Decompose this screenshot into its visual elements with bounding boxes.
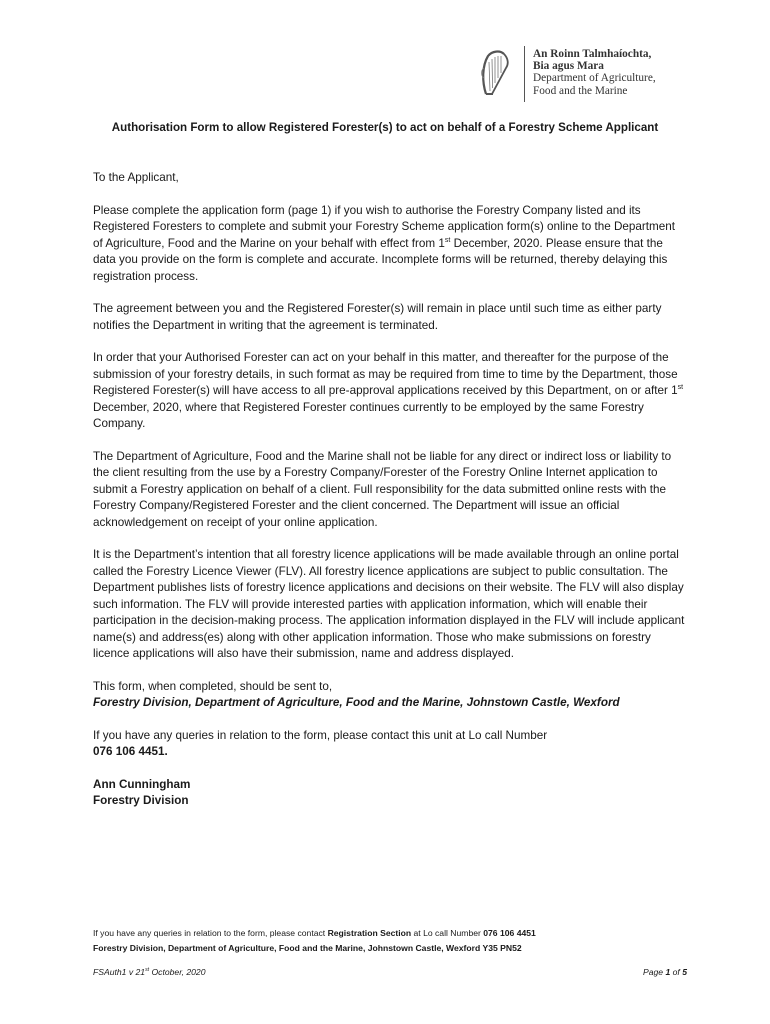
paragraph-3: In order that your Authorised Forester can act on your behalf in this matter, and thereafter for the purpose of the submission of your forestry details, in such format as may be required from time to time by the Department, those Registered Forester(s) will have access to all pre-approval applications received by this Department, on or after 1st December, 2020, where that Registered Forester continues currently to be employed by the same Forestry Company. — [93, 351, 684, 430]
logo-english-line1: Department of Agriculture, — [533, 72, 656, 85]
signoff-division: Forestry Division — [93, 794, 189, 807]
footer-contact-line: If you have any queries in relation to the form, please contact Registration Section at Lo call Number 076 106 4451 — [93, 928, 536, 938]
paragraph-1: Please complete the application form (page 1) if you wish to authorise the Forestry Company listed and its Registered Foresters to complete and submit your Forestry Scheme application form(s) online to the Department of Agriculture, Food and the Marine on your behalf with effect from 1st December, 2020. Please ensure that the data you provide on the form is complete and accurate. Incomplete forms will be returned, thereby delaying this registration process. — [93, 203, 676, 283]
logo-english-line2: Food and the Marine — [533, 84, 628, 97]
paragraph-5: It is the Department’s intention that all forestry licence applications will be made available through an online portal called the Forestry Licence Viewer (FLV). All forestry licence applications are subject to public consultation. The Department publishes lists of forestry licence applications and decisions on their website. The FLV will also display such information. The FLV will provide interested parties with application information, which will enable their participation in the decision-making process. The application information displayed in the FLV will include applicant name(s) and address(es) along with other application information. Those who make submissions on forestry licence applications will also have their submission, name and address displayed. — [93, 548, 685, 660]
logo-irish-line1: An Roinn Talmhaíochta, — [533, 48, 652, 60]
mailing-address: Forestry Division, Department of Agriculture, Food and the Marine, Johnstown Castle, Wexford — [93, 696, 620, 709]
signoff-name: Ann Cunningham — [93, 777, 191, 791]
harp-emblem-icon — [478, 48, 514, 100]
paragraph-7 — [93, 728, 687, 761]
contact-number: 076 106 4451. — [93, 745, 168, 758]
form-version: FSAuth1 v 21st October, 2020 — [93, 967, 206, 977]
page-number: Page 1 of 5 — [643, 967, 687, 977]
contact-line: If you have any queries in relation to the form, please contact this unit at Lo call Number — [93, 728, 548, 742]
signoff — [93, 777, 687, 810]
form-title: Authorisation Form to allow Registered Forester(s) to act on behalf of a Forestry Scheme Applicant — [111, 121, 659, 134]
letter-body — [93, 170, 687, 826]
logo-divider — [524, 46, 525, 102]
paragraph-4: The Department of Agriculture, Food and the Marine shall not be liable for any direct or indirect loss or liability to the client resulting from the use by a Forestry Company/Forester of the Forestry Online Internet application to submit a Forestry application on behalf of a client. Full responsibility for the data submitted online rests with the Forestry Company/Registered Forester and the client concerned. The Department will issue an official acknowledgement on receipt of your online application. — [93, 449, 672, 529]
send-to-line: This form, when completed, should be sent to, — [93, 679, 333, 693]
footer-address-line: Forestry Division, Department of Agriculture, Food and the Marine, Johnstown Castle, Wexford Y35 PN52 — [93, 943, 522, 953]
logo-irish-line2: Bia agus Mara — [533, 60, 604, 73]
department-logo — [478, 44, 738, 104]
paragraph-6 — [93, 679, 687, 712]
salutation: To the Applicant, — [93, 171, 179, 184]
logo-text — [533, 48, 656, 97]
paragraph-2: The agreement between you and the Registered Forester(s) will remain in place until such time as either party notifies the Department in writing that the agreement is terminated. — [93, 302, 662, 332]
page-footer — [93, 926, 713, 956]
footer-meta — [93, 967, 687, 977]
